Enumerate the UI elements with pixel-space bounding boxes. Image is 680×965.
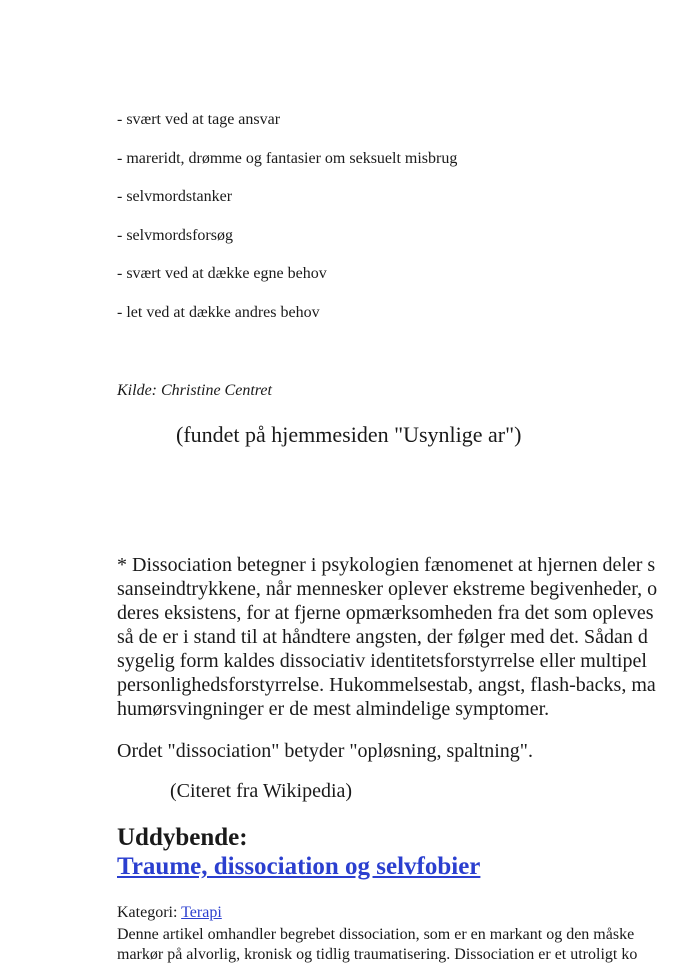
article-link[interactable]: Traume, dissociation og selvfobier: [117, 853, 481, 880]
list-item: - selvmordsforsøg: [117, 227, 233, 244]
source-line: Kilde: Christine Centret: [117, 382, 272, 399]
paragraph-line: sygelig form kaldes dissociativ identitetsforstyrrelse eller multipel: [117, 650, 647, 672]
description-line: Denne artikel omhandler begrebet dissociation, som er en markant og den måske: [117, 926, 635, 943]
paragraph-line: * Dissociation betegner i psykologien fænomenet at hjernen deler s: [117, 554, 656, 576]
list-item: - svært ved at tage ansvar: [117, 111, 281, 128]
list-item: - mareridt, drømme og fantasier om seksuelt misbrug: [117, 150, 458, 167]
category-link[interactable]: Terapi: [181, 904, 222, 921]
section-heading: Uddybende:: [117, 824, 248, 851]
citation: (Citeret fra Wikipedia): [170, 780, 353, 802]
article-description: [117, 925, 637, 965]
meaning-line: Ordet "dissociation" betyder "opløsning, spaltning".: [117, 740, 533, 762]
list-item: - let ved at dække andres behov: [117, 304, 320, 321]
found-on-note: (fundet på hjemmesiden "Usynlige ar"): [176, 422, 522, 447]
paragraph-line: sanseindtrykkene, når mennesker oplever ekstreme begivenheder, o: [117, 578, 658, 600]
paragraph-line: så de er i stand til at håndtere angsten, der følger med det. Sådan d: [117, 626, 648, 648]
category-label: Kategori:: [117, 904, 182, 921]
list-item: - svært ved at dække egne behov: [117, 265, 327, 282]
paragraph-line: personlighedsforstyrrelse. Hukommelsestab, angst, flash-backs, ma: [117, 674, 656, 696]
dissociation-paragraph: [117, 553, 657, 721]
paragraph-line: deres eksistens, for at fjerne opmærksomheden fra det som opleves: [117, 602, 654, 624]
description-line: markør på alvorlig, kronisk og tidlig traumatisering. Dissociation er et utroligt ko: [117, 946, 638, 963]
category-line: [117, 904, 222, 922]
paragraph-line: humørsvingninger er de mest almindelige symptomer.: [117, 698, 550, 720]
list-item: - selvmordstanker: [117, 188, 233, 205]
